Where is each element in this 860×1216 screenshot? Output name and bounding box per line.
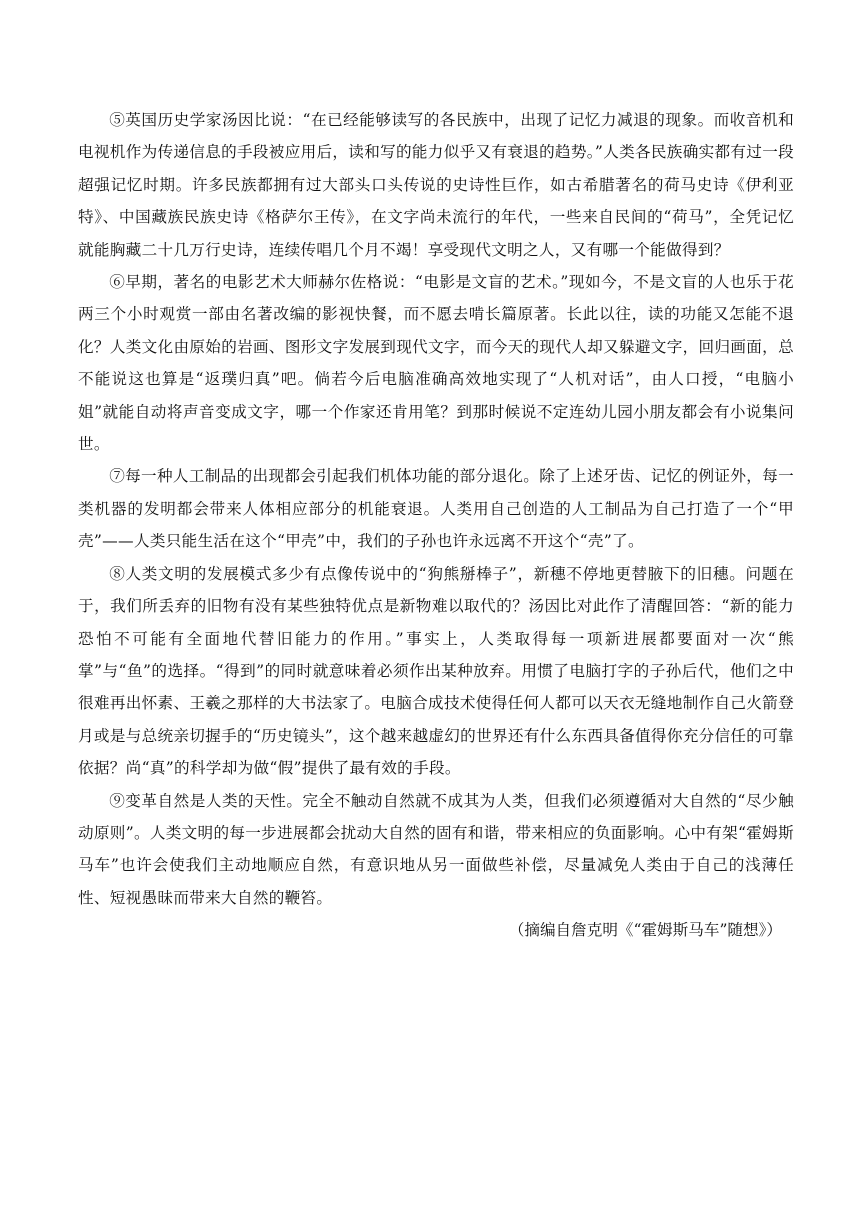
document-page (78, 104, 794, 947)
source-citation: （摘编自詹克明《“霍姆斯马车”随想》） (508, 921, 782, 940)
paragraph-5: ⑤英国历史学家汤因比说：“在已经能够读写的各民族中，出现了记忆力减退的现象。而收音机和电视机作为传递信息的手段被应用后，读和写的能力似乎又有衰退的趋势。”人类各民族确实都有过一段超强记忆时期。许多民族都拥有过大部头口头传说的史诗性巨作，如古希腊著名的荷马史诗《伊利亚特》、中国藏族民族史诗《格萨尔王传》，在文字尚未流行的年代，一些来自民间的“荷马”，全凭记忆就能胸藏二十几万行史诗，连续传唱几个月不竭！享受现代文明之人，又有哪一个能做得到？ (78, 111, 794, 259)
paragraph-6: ⑥早期，著名的电影艺术大师赫尔佐格说：“电影是文盲的艺术。”现如今，不是文盲的人也乐于花两三个小时观赏一部由名著改编的影视快餐，而不愿去啃长篇原著。长此以往，读的功能又怎能不退化？人类文化由原始的岩画、图形文字发展到现代文字，而今天的现代人却又躲避文字，回归画面，总不能说这也算是“返璞归真”吧。倘若今后电脑准确高效地实现了“人机对话”，由人口授，“电脑小姐”就能自动将声音变成文字，哪一个作家还肯用笔？到那时候说不定连幼儿园小朋友都会有小说集问世。 (78, 273, 794, 454)
paragraph-7: ⑦每一种人工制品的出现都会引起我们机体功能的部分退化。除了上述牙齿、记忆的例证外，每一类机器的发明都会带来人体相应部分的机能衰退。人类用自己创造的人工制品为自己打造了一个“甲壳”——人类只能生活在这个“甲壳”中，我们的子孙也许永远离不开这个“壳”了。 (78, 467, 794, 551)
paragraph-9: ⑨变革自然是人类的天性。完全不触动自然就不成其为人类，但我们必须遵循对大自然的“尽少触动原则”。人类文明的每一步进展都会扰动大自然的固有和谐，带来相应的负面影响。心中有架“霍姆斯马车”也许会使我们主动地顺应自然，有意识地从另一面做些补偿，尽量减免人类由于自己的浅薄任性、短视愚昧而带来大自然的鞭笞。 (78, 791, 794, 907)
paragraph-8: ⑧人类文明的发展模式多少有点像传说中的“狗熊掰棒子”，新穗不停地更替腋下的旧穗。问题在于，我们所丢弃的旧物有没有某些独特优点是新物难以取代的？汤因比对此作了清醒回答：“新的能力恐怕不可能有全面地代替旧能力的作用。”事实上，人类取得每一项新进展都要面对一次“熊掌”与“鱼”的选择。“得到”的同时就意味着必须作出某种放弃。用惯了电脑打字的子孙后代，他们之中很难再出怀素、王羲之那样的大书法家了。电脑合成技术使得任何人都可以天衣无缝地制作自己火箭登月或是与总统亲切握手的“历史镜头”，这个越来越虚幻的世界还有什么东西具备值得你充分信任的可靠依据？尚“真”的科学却为做“假”提供了最有效的手段。 (78, 564, 794, 778)
